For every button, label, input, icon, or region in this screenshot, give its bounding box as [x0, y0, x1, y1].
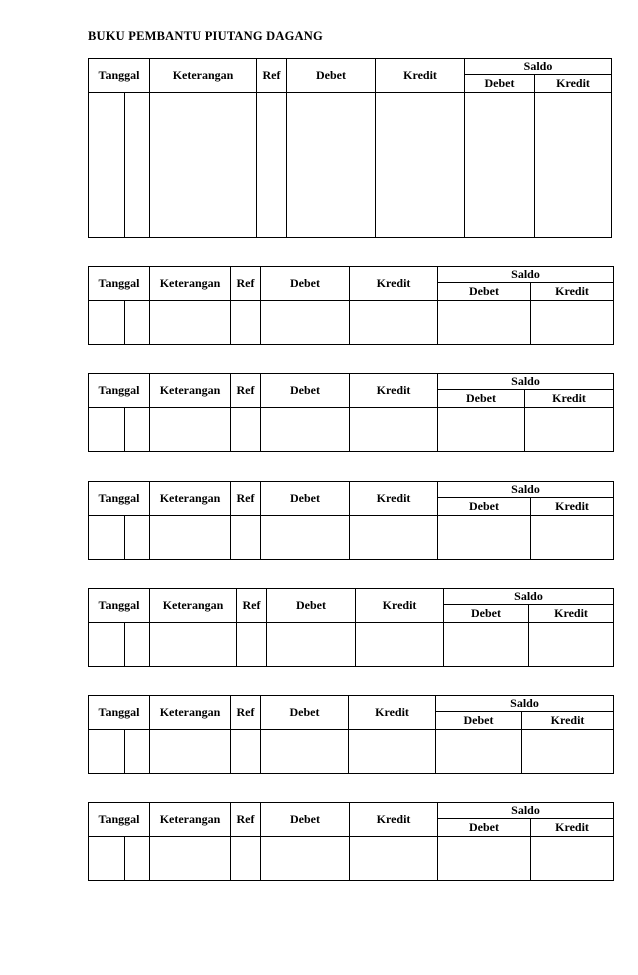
header-saldo-kredit: Kredit — [531, 283, 614, 301]
cell-tanggal-1[interactable] — [89, 301, 125, 345]
header-keterangan: Keterangan — [150, 803, 231, 837]
ledger-table-3 — [88, 373, 614, 452]
header-saldo-kredit: Kredit — [531, 819, 614, 837]
cell-tanggal-2[interactable] — [125, 408, 150, 452]
header-ref: Ref — [257, 59, 287, 93]
header-saldo: Saldo — [438, 374, 614, 390]
cell-saldo-kredit[interactable] — [525, 408, 614, 452]
cell-keterangan[interactable] — [150, 730, 231, 774]
cell-saldo-kredit[interactable] — [522, 730, 614, 774]
cell-kredit[interactable] — [356, 623, 444, 667]
cell-tanggal-1[interactable] — [89, 408, 125, 452]
cell-tanggal-2[interactable] — [125, 623, 150, 667]
cell-saldo-debet[interactable] — [438, 301, 531, 345]
cell-ref[interactable] — [231, 730, 261, 774]
cell-tanggal-2[interactable] — [125, 516, 150, 560]
header-keterangan: Keterangan — [150, 589, 237, 623]
cell-saldo-kredit[interactable] — [529, 623, 614, 667]
cell-ref[interactable] — [231, 301, 261, 345]
header-keterangan: Keterangan — [150, 267, 231, 301]
cell-tanggal-2[interactable] — [125, 837, 150, 881]
header-kredit: Kredit — [350, 267, 438, 301]
header-saldo-kredit: Kredit — [525, 390, 614, 408]
ledger-table-4 — [88, 481, 614, 560]
cell-kredit[interactable] — [376, 93, 465, 238]
header-saldo-debet: Debet — [465, 75, 535, 93]
header-keterangan: Keterangan — [150, 374, 231, 408]
cell-saldo-debet[interactable] — [465, 93, 535, 238]
header-saldo-kredit: Kredit — [529, 605, 614, 623]
cell-saldo-debet[interactable] — [438, 516, 531, 560]
cell-saldo-kredit[interactable] — [531, 301, 614, 345]
header-tanggal: Tanggal — [89, 589, 150, 623]
cell-tanggal-1[interactable] — [89, 730, 125, 774]
cell-saldo-debet[interactable] — [438, 408, 525, 452]
cell-keterangan[interactable] — [150, 93, 257, 238]
cell-debet[interactable] — [287, 93, 376, 238]
cell-kredit[interactable] — [350, 301, 438, 345]
header-kredit: Kredit — [350, 803, 438, 837]
cell-ref[interactable] — [237, 623, 267, 667]
cell-keterangan[interactable] — [150, 623, 237, 667]
document-title: BUKU PEMBANTU PIUTANG DAGANG — [88, 29, 323, 43]
header-ref: Ref — [231, 696, 261, 730]
header-ref: Ref — [237, 589, 267, 623]
header-saldo-kredit: Kredit — [535, 75, 612, 93]
header-tanggal: Tanggal — [89, 696, 150, 730]
header-ref: Ref — [231, 374, 261, 408]
cell-tanggal-1[interactable] — [89, 93, 125, 238]
header-debet: Debet — [261, 696, 349, 730]
cell-debet[interactable] — [261, 837, 350, 881]
header-debet: Debet — [287, 59, 376, 93]
cell-ref[interactable] — [231, 408, 261, 452]
header-saldo: Saldo — [438, 267, 614, 283]
cell-debet[interactable] — [267, 623, 356, 667]
cell-saldo-kredit[interactable] — [535, 93, 612, 238]
ledger-table-5 — [88, 588, 614, 667]
header-saldo-kredit: Kredit — [531, 498, 614, 516]
header-ref: Ref — [231, 482, 261, 516]
header-saldo-kredit: Kredit — [522, 712, 614, 730]
cell-keterangan[interactable] — [150, 837, 231, 881]
header-saldo-debet: Debet — [438, 390, 525, 408]
header-debet: Debet — [261, 803, 350, 837]
header-tanggal: Tanggal — [89, 482, 150, 516]
header-saldo-debet: Debet — [438, 498, 531, 516]
header-ref: Ref — [231, 803, 261, 837]
ledger-table-2 — [88, 266, 614, 345]
cell-saldo-kredit[interactable] — [531, 516, 614, 560]
header-keterangan: Keterangan — [150, 482, 231, 516]
header-kredit: Kredit — [349, 696, 436, 730]
cell-saldo-debet[interactable] — [438, 837, 531, 881]
header-kredit: Kredit — [350, 374, 438, 408]
header-saldo: Saldo — [438, 482, 614, 498]
cell-debet[interactable] — [261, 516, 350, 560]
cell-saldo-kredit[interactable] — [531, 837, 614, 881]
header-keterangan: Keterangan — [150, 59, 257, 93]
cell-kredit[interactable] — [350, 408, 438, 452]
header-tanggal: Tanggal — [89, 267, 150, 301]
header-debet: Debet — [261, 267, 350, 301]
cell-tanggal-1[interactable] — [89, 516, 125, 560]
header-saldo-debet: Debet — [438, 819, 531, 837]
header-ref: Ref — [231, 267, 261, 301]
cell-ref[interactable] — [231, 516, 261, 560]
header-kredit: Kredit — [356, 589, 444, 623]
cell-tanggal-1[interactable] — [89, 623, 125, 667]
cell-ref[interactable] — [257, 93, 287, 238]
ledger-table-6 — [88, 695, 614, 774]
header-saldo-debet: Debet — [436, 712, 522, 730]
ledger-table-1 — [88, 58, 612, 238]
header-saldo: Saldo — [465, 59, 612, 75]
header-saldo: Saldo — [438, 803, 614, 819]
header-debet: Debet — [267, 589, 356, 623]
header-tanggal: Tanggal — [89, 803, 150, 837]
cell-tanggal-2[interactable] — [125, 730, 150, 774]
cell-kredit[interactable] — [350, 837, 438, 881]
header-tanggal: Tanggal — [89, 374, 150, 408]
cell-tanggal-2[interactable] — [125, 93, 150, 238]
header-tanggal: Tanggal — [89, 59, 150, 93]
cell-tanggal-1[interactable] — [89, 837, 125, 881]
cell-kredit[interactable] — [349, 730, 436, 774]
cell-saldo-debet[interactable] — [444, 623, 529, 667]
header-saldo-debet: Debet — [444, 605, 529, 623]
cell-debet[interactable] — [261, 301, 350, 345]
cell-tanggal-2[interactable] — [125, 301, 150, 345]
header-debet: Debet — [261, 374, 350, 408]
header-saldo: Saldo — [444, 589, 614, 605]
cell-kredit[interactable] — [350, 516, 438, 560]
cell-keterangan[interactable] — [150, 408, 231, 452]
header-kredit: Kredit — [376, 59, 465, 93]
header-debet: Debet — [261, 482, 350, 516]
cell-debet[interactable] — [261, 408, 350, 452]
ledger-table-7 — [88, 802, 614, 881]
header-kredit: Kredit — [350, 482, 438, 516]
cell-ref[interactable] — [231, 837, 261, 881]
header-saldo: Saldo — [436, 696, 614, 712]
cell-saldo-debet[interactable] — [436, 730, 522, 774]
cell-keterangan[interactable] — [150, 516, 231, 560]
header-keterangan: Keterangan — [150, 696, 231, 730]
cell-keterangan[interactable] — [150, 301, 231, 345]
header-saldo-debet: Debet — [438, 283, 531, 301]
cell-debet[interactable] — [261, 730, 349, 774]
